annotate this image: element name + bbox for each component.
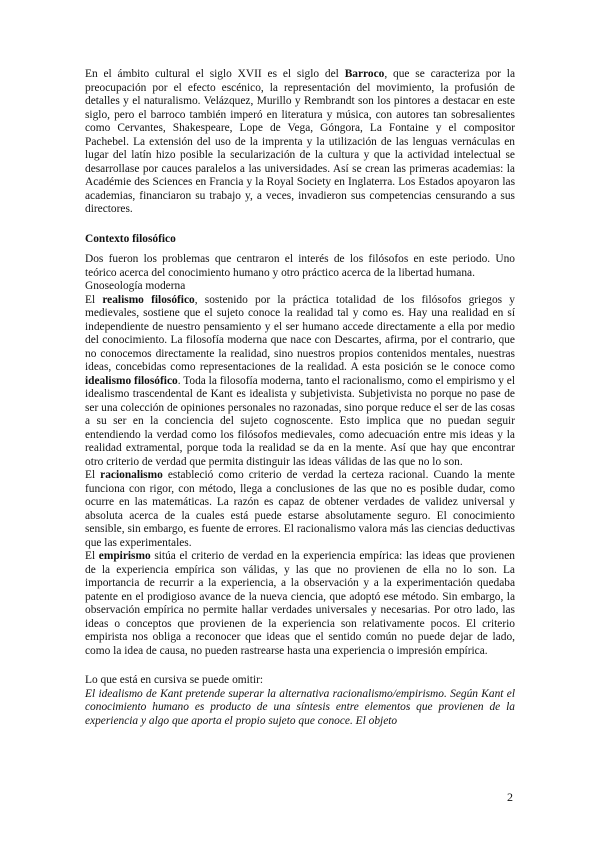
problems-paragraph: Dos fueron los problemas que centraron el interés de los filósofos en este periodo. Uno teórico acerca del conocimiento humano y otro práctico acerca de la libertad humana. — [85, 253, 515, 279]
empirismo-paragraph: El empirismo sitúa el criterio de verdad en la experiencia empírica: las ideas que provienen de la experiencia empírica son válidas, y las que no provienen de ella no lo son. La importancia de recurrir a la experiencia, a la observación y a la experimentación quedaba patente en el prodigioso avance de la nueva ciencia, que adoptó ese método. Sin embargo, la observación empírica no permite hallar verdades universales y necesarias. Por otro lado, las ideas o conceptos que provienen de la experiencia son relativamente pocos. El criterio empirista nos obliga a reconocer que ideas que el sentido común no puede dejar de lado, como la idea de causa, no pueden rastrearse hasta una experiencia o impresión empírica. — [85, 550, 515, 657]
racionalismo-term: racionalismo — [100, 469, 163, 481]
racionalismo-paragraph: El racionalismo estableció como criterio de verdad la certeza racional. Cuando la mente funciona con rigor, con método, llega a conclusiones de las que no es posible dudar, como ocurre en las matemáticas. La razón es capaz de obtener verdades de validez universal y absoluta acerca de la cuales está puede estarse absolutamente seguro. El conocimiento sensible, sin embargo, es fuente de errores. El racionalismo valora más las ciencias deductivas que las experimentales. — [85, 469, 515, 549]
realismo-term: realismo filosófico — [102, 293, 195, 306]
idealismo-term: idealismo filosófico — [85, 374, 178, 387]
subheading: Gnoseología moderna — [85, 280, 186, 292]
barroco-term: Barroco — [344, 68, 385, 80]
italic-kant-paragraph: El idealismo de Kant pretende superar la alternativa racionalismo/empirismo. Según Kant el conocimiento humano es producto de una síntesis entre elementos que provienen de la experiencia y algo que aporta el propio sujeto que conoce. El objeto — [85, 687, 515, 727]
omit-note: Lo que está en cursiva se puede omitir: — [85, 674, 264, 686]
empirismo-term: empirismo — [98, 550, 151, 562]
intro-paragraph: En el ámbito cultural el siglo XVII es el siglo del Barroco, que se caracteriza por la preocupación por el efecto escénico, la representación del movimiento, la profusión de detalles y el naturalismo. Velázquez, Murillo y Rembrandt son los pintores a destacar en este siglo, pero el barroco también imperó en literatura y música, con autores tan sobresalientes como Cervantes, Shakespeare, Lope de Vega, Góngora, La Fontaine y el compositor Pachebel. La extensión del uso de la imprenta y la utilización de las lenguas vernáculas en lugar del latín hizo posible la secularización de la cultura y que la actividad intelectual se desarrollase por cauces paralelos a las universidades. Así se crean las primeras academias: la Académie des Sciences en Francia y la Royal Society en Inglaterra. Los Estados apoyaron las academias, financiaron su trabajo y, a veces, invadieron sus competencias censurando a sus directores. — [85, 68, 516, 215]
realismo-paragraph: El realismo filosófico, sostenido por la práctica totalidad de los filósofos griegos y medievales, sostiene que el sujeto conoce la realidad tal y como es. Hay una realidad en sí independiente de nuestro pensamiento y el ser humano accede directamente a ella por medio del conocimiento. La filosofía moderna que nace con Descartes, afirma, por el contrario, que no conocemos directamente la realidad, sino nuestros propios contenidos mentales, nuestras ideas, concebidas como representaciones de la realidad. A esta posición se le conoce como idealismo filosófico. Toda la filosofía moderna, tanto el racionalismo, como el empirismo y el idealismo trascendental de Kant es idealista y subjetivista. Subjetivista no porque no pase de ser una colección de opiniones personales no razonadas, sino porque reduce el ser de las cosas a su ser en la conciencia del sujeto cognoscente. Esto implica que no puedan seguir entendiendo la verdad como los filósofos medievales, como adecuación entre mis ideas y la realidad extramental, porque toda la realidad se da en la mente. Así que hay que encontrar otro criterio de verdad que permita distinguir las ideas válidas de las que no lo son. — [85, 293, 515, 468]
document-body — [85, 68, 515, 728]
page-number: 2 — [507, 790, 513, 804]
section-heading: Contexto filosófico — [85, 232, 176, 245]
